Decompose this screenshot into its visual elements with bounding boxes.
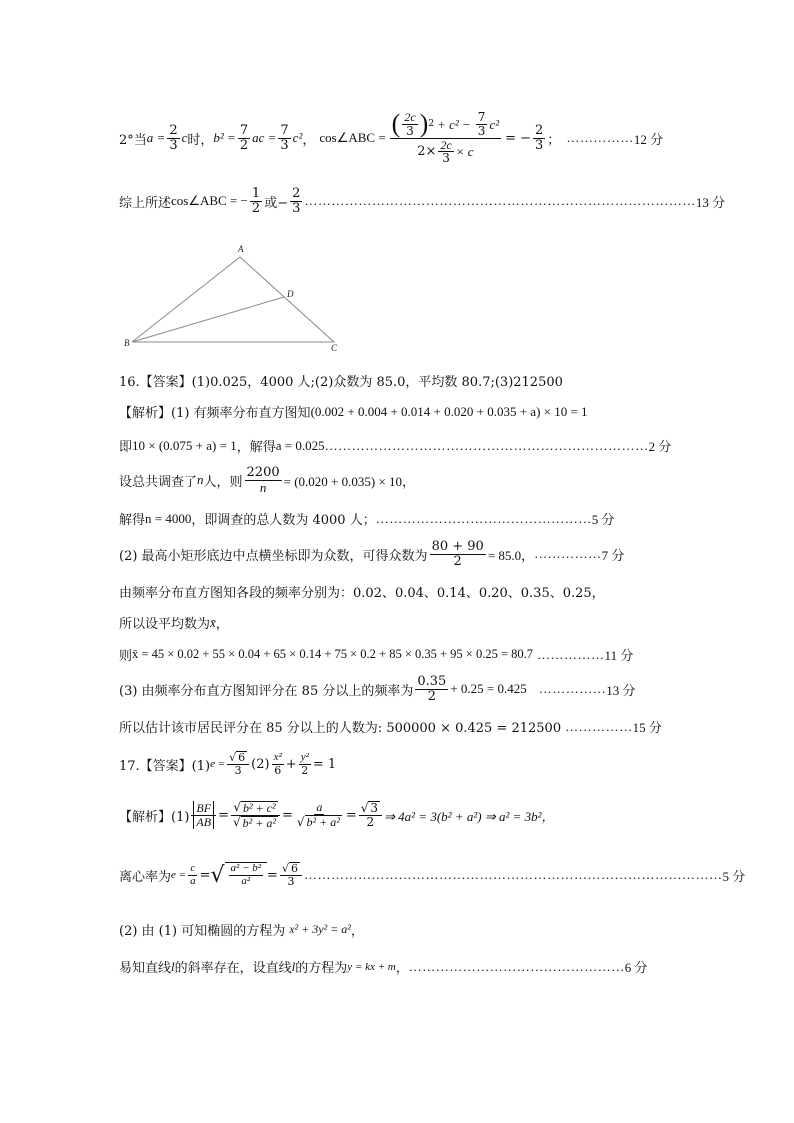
q16-line5 xyxy=(119,536,624,572)
q17-line3 xyxy=(119,920,364,939)
text: ， xyxy=(215,617,229,632)
text: 或− xyxy=(264,195,289,211)
text: ，即调查的总人数为 4000 人； xyxy=(191,513,376,528)
label-d: D xyxy=(287,289,294,299)
fraction: $\frac{2}{3}$ xyxy=(292,185,301,216)
leader-dots: ……………………………………………………………… xyxy=(324,437,649,453)
math: e = xyxy=(210,758,226,770)
math: (0.002 + 0.004 + 0.014 + 0.020 + 0.035 + a) × 10 = 1 xyxy=(310,403,588,419)
math: y = kx + m xyxy=(347,960,396,973)
math: e = xyxy=(171,869,187,881)
math: x̄ = 45 × 0.02 + 55 × 0.04 + 65 × 0.14 + 75 × 0.2 + 85 × 0.35 + 95 × 0.25 = 80.7 xyxy=(132,647,534,661)
sqrt: √ $\frac{\text{a² − b²}}{\text{a²}}$ xyxy=(210,862,267,887)
q16-line10 xyxy=(119,717,662,736)
case-prefix: 2°当 xyxy=(119,132,147,148)
score: 12 分 xyxy=(633,131,664,147)
q17-line2 xyxy=(119,852,745,898)
math: = 85.0， xyxy=(487,547,535,563)
text: 则 xyxy=(119,649,133,664)
fraction: √ 6 3 xyxy=(280,862,302,887)
math: + xyxy=(285,756,297,772)
math: 10 × (0.075 + a) = 1 xyxy=(132,437,237,453)
text: 所以设平均数为 xyxy=(119,617,211,632)
text: ， xyxy=(350,924,364,939)
fraction: $\frac{7}{3}$ xyxy=(280,122,289,153)
fraction: $\frac{BF}{AB}$ xyxy=(191,802,216,828)
text: 综上所述 xyxy=(119,195,172,211)
text: (2) 最高小矩形底边中点横坐标即为众数，可得众数为 xyxy=(119,548,428,564)
fraction: $\frac{\text{y²}}{2}$ xyxy=(300,750,309,777)
fraction: $\frac{2}{3}$ xyxy=(169,122,178,153)
label-b: B xyxy=(124,338,130,348)
score: 11 分 xyxy=(604,648,634,663)
fraction: a √ b² + a² xyxy=(296,800,340,829)
q17-line1 xyxy=(119,792,555,838)
text: 【解析】(1) xyxy=(119,809,190,825)
triangle-figure xyxy=(120,240,350,355)
text: (2) 由 (1) 可知椭圆的方程为 xyxy=(119,924,286,939)
fraction: $\frac{80 + 90}{2}$ xyxy=(431,538,484,569)
score: 7 分 xyxy=(601,547,625,563)
math: n xyxy=(197,472,204,487)
math: l xyxy=(171,958,175,974)
math: = xyxy=(199,867,211,883)
math: = − xyxy=(505,130,532,146)
fraction: √ 6 3 xyxy=(227,751,249,776)
segment-bd xyxy=(132,297,284,342)
math: = xyxy=(218,807,229,823)
q17-line4 xyxy=(119,957,648,976)
q16-line6: 由频率分布直方图知各段的频率分别为：0.02、0.04、0.14、0.20、0.35、0.25， xyxy=(119,586,605,601)
q16-line1 xyxy=(119,402,588,421)
math: ⇒ 4a² = 3(b² + a²) ⇒ a² = 3b²， xyxy=(384,808,555,824)
leader-dots: ………………………………………… xyxy=(375,510,592,526)
label-a: A xyxy=(238,244,244,254)
case-2-line xyxy=(119,103,663,173)
score: 13 分 xyxy=(695,194,726,210)
fraction: $\frac{7}{2}$ xyxy=(239,122,249,153)
math: ac = xyxy=(252,130,277,145)
q16-line4 xyxy=(119,509,614,528)
math: = xyxy=(345,807,357,823)
math: = (0.020 + 0.035) × 10， xyxy=(283,473,416,489)
q16-line7 xyxy=(119,613,229,632)
fraction: $\frac{0.35}{2}$ xyxy=(417,673,447,704)
math: x² + 3y² = a² xyxy=(289,922,351,936)
text: (3) 由频率分布直方图知评分在 85 分以上的频率为 xyxy=(119,683,414,699)
math: b² = xyxy=(213,130,236,145)
label-c: C xyxy=(331,343,338,353)
q17-answer xyxy=(119,746,336,782)
math: a = 0.025 xyxy=(275,437,325,453)
text: 离心率为 xyxy=(119,869,172,885)
math: l xyxy=(291,958,296,974)
score: 6 分 xyxy=(624,960,648,975)
text: 即 xyxy=(119,440,133,455)
text: 【解析】(1) 有频率分布直方图知 xyxy=(119,406,311,421)
q16-answer: 16.【答案】(1)0.025，4000 人;(2)众数为 85.0，平均数 80.7;(3)212500 xyxy=(119,375,563,390)
leader-dots: ………………………………………………………………………………… xyxy=(303,867,723,882)
score: 5 分 xyxy=(591,512,615,527)
fraction: $\frac{1}{2}$ xyxy=(251,185,261,216)
fraction: $\frac{\text{x²}}{6}$ xyxy=(273,750,282,777)
math: cos∠ABC = xyxy=(319,130,386,145)
math: = xyxy=(281,807,293,823)
fraction: √ 3 2 xyxy=(359,801,382,828)
math: c xyxy=(181,130,188,145)
text: 17.【答案】(1) xyxy=(119,758,211,774)
q16-line2 xyxy=(119,436,671,455)
fraction: $\frac{2200}{n}$ xyxy=(246,464,280,495)
fraction: $\frac{c}{a}$ xyxy=(190,861,196,887)
leader-dots: …………… xyxy=(534,546,602,561)
text: 所以估计该市居民评分在 85 分以上的人数为: 500000 × 0.425 = 212500 xyxy=(119,721,562,736)
score: 5 分 xyxy=(722,868,746,884)
score: 13 分 xyxy=(606,682,636,698)
math: x̄ xyxy=(210,614,216,630)
leader-dots: …………… xyxy=(566,130,634,145)
leader-dots: ………………………………………… xyxy=(408,958,625,974)
math: a = xyxy=(146,130,166,145)
text: 设总共调查了 xyxy=(119,474,198,490)
conclusion-line xyxy=(119,183,725,219)
triangle-outline xyxy=(132,257,334,342)
math: = xyxy=(267,867,278,883)
leader-dots: …………… xyxy=(565,718,633,734)
q16-line8 xyxy=(119,645,633,664)
big-fraction: ( $\frac{2c}{3}$ ) 2 + c² − $\frac{7}{3}$ c² 2× $\frac{2c}{3}$ × c xyxy=(391,109,500,166)
text: 人，则 xyxy=(203,474,243,490)
leader-dots: …………………………………………………………………………… xyxy=(304,193,696,208)
math: c² xyxy=(292,130,303,145)
text: ， xyxy=(395,961,409,976)
score: 2 分 xyxy=(648,439,672,454)
math: = 1 xyxy=(312,756,337,772)
leader-dots: …………… xyxy=(537,646,605,662)
text: ，解得 xyxy=(236,440,276,455)
leader-dots: …………… xyxy=(538,681,607,696)
text: 易知直线 xyxy=(119,961,172,976)
text: (2) xyxy=(251,756,270,772)
text: 的斜率存在，设直线 xyxy=(174,961,292,976)
text: ， xyxy=(302,132,316,148)
fraction: $\frac{2}{3}$ xyxy=(535,122,544,153)
q16-line3 xyxy=(119,462,415,498)
text: 时， xyxy=(187,132,214,148)
math: cos∠ABC = − xyxy=(171,193,248,208)
text: 的方程为 xyxy=(295,961,348,976)
score: 15 分 xyxy=(632,720,662,735)
q16-line9 xyxy=(119,671,636,707)
math: + 0.25 = 0.425 xyxy=(450,681,527,696)
math: n = 4000 xyxy=(145,510,192,526)
fraction: √ b² + c² √ b² + a² xyxy=(231,801,280,829)
text: ； xyxy=(547,132,561,148)
text: 解得 xyxy=(119,513,146,528)
